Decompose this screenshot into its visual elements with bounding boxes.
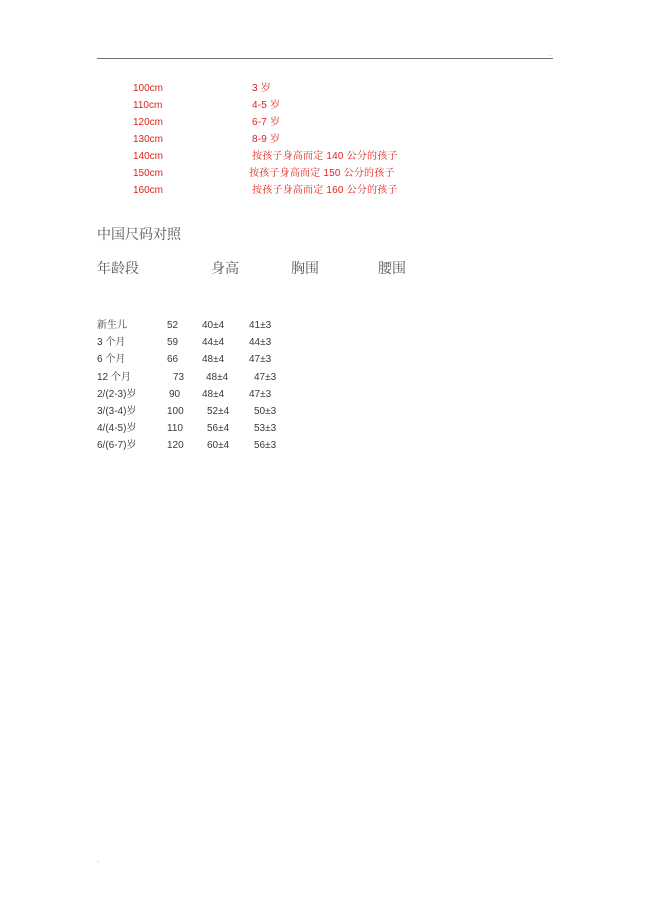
- age-cell: 2/(2-3)岁: [97, 388, 137, 400]
- waist-cell: 44±3: [249, 337, 272, 349]
- age-cell: 6/(6-7)岁: [97, 440, 137, 452]
- chest-cell: 44±4: [202, 337, 225, 349]
- chest-cell: 48±4: [202, 354, 225, 366]
- table-header-row: [0, 258, 650, 278]
- chest-cell: 60±4: [207, 440, 230, 452]
- table-row: [0, 420, 650, 437]
- table-row: [0, 351, 650, 368]
- waist-cell: 50±3: [254, 405, 277, 417]
- age-cell: 6-7 岁: [252, 117, 281, 128]
- height-cell: 52: [167, 320, 179, 331]
- chest-cell: 48±4: [202, 388, 225, 400]
- waist-cell: 56±3: [254, 440, 277, 452]
- height-cell: 120: [167, 440, 184, 452]
- table-row: [0, 403, 650, 420]
- waist-cell: 41±3: [249, 320, 272, 331]
- age-cell: 8-9 岁: [252, 134, 281, 145]
- section-title: 中国尺码对照: [97, 227, 181, 243]
- height-cell: 66: [167, 354, 179, 366]
- bottom-page-dot: .: [97, 855, 100, 864]
- chest-cell: 48±4: [206, 371, 229, 383]
- header-rule: [97, 58, 553, 59]
- waist-cell: 47±3: [249, 354, 272, 366]
- size-age-row: [0, 148, 650, 165]
- height-cell: 100: [167, 405, 184, 417]
- size-cell: 110cm: [133, 100, 163, 111]
- waist-cell: 47±3: [254, 371, 277, 383]
- height-cell: 110: [167, 423, 183, 435]
- age-cell: 按孩子身高而定 140 公分的孩子: [252, 151, 398, 162]
- header-waist: 腰围: [378, 261, 406, 277]
- size-cell: 160cm: [133, 185, 164, 196]
- age-cell: 6 个月: [97, 354, 126, 366]
- size-cell: 100cm: [133, 83, 164, 94]
- size-age-row: [0, 80, 650, 97]
- age-cell: 按孩子身高而定 150 公分的孩子: [249, 168, 395, 179]
- header-height: 身高: [211, 261, 239, 277]
- age-cell: 新生儿: [97, 320, 127, 331]
- header-age: 年龄段: [97, 261, 139, 277]
- chest-cell: 52±4: [207, 405, 230, 417]
- age-cell: 4-5 岁: [252, 100, 281, 111]
- table-row: [0, 317, 650, 334]
- size-age-row: [0, 131, 650, 148]
- height-cell: 90: [169, 388, 181, 400]
- age-cell: 12 个月: [97, 371, 131, 383]
- table-row: [0, 386, 650, 403]
- table-row: [0, 369, 650, 386]
- size-age-row: [0, 165, 650, 182]
- age-cell: 3/(3-4)岁: [97, 405, 137, 417]
- waist-cell: 47±3: [249, 388, 272, 400]
- chest-cell: 56±4: [207, 423, 230, 435]
- size-age-row: [0, 97, 650, 114]
- size-cell: 120cm: [133, 117, 164, 128]
- size-age-table: [0, 80, 650, 199]
- age-cell: 按孩子身高而定 160 公分的孩子: [252, 185, 398, 196]
- size-cell: 130cm: [133, 134, 164, 145]
- size-age-row: [0, 114, 650, 131]
- table-row: [0, 437, 650, 454]
- height-cell: 59: [167, 337, 179, 349]
- size-cell: 150cm: [133, 168, 164, 179]
- header-chest: 胸围: [291, 261, 319, 277]
- age-cell: 3 岁: [252, 83, 271, 94]
- chest-cell: 40±4: [202, 320, 225, 331]
- top-page-dot: .: [549, 49, 552, 58]
- age-cell: 3 个月: [97, 337, 126, 349]
- height-cell: 73: [173, 371, 185, 383]
- table-row: [0, 334, 650, 351]
- age-cell: 4/(4-5)岁: [97, 423, 137, 435]
- size-cell: 140cm: [133, 151, 164, 162]
- size-age-row: [0, 182, 650, 199]
- waist-cell: 53±3: [254, 423, 277, 435]
- china-size-table: [0, 317, 650, 455]
